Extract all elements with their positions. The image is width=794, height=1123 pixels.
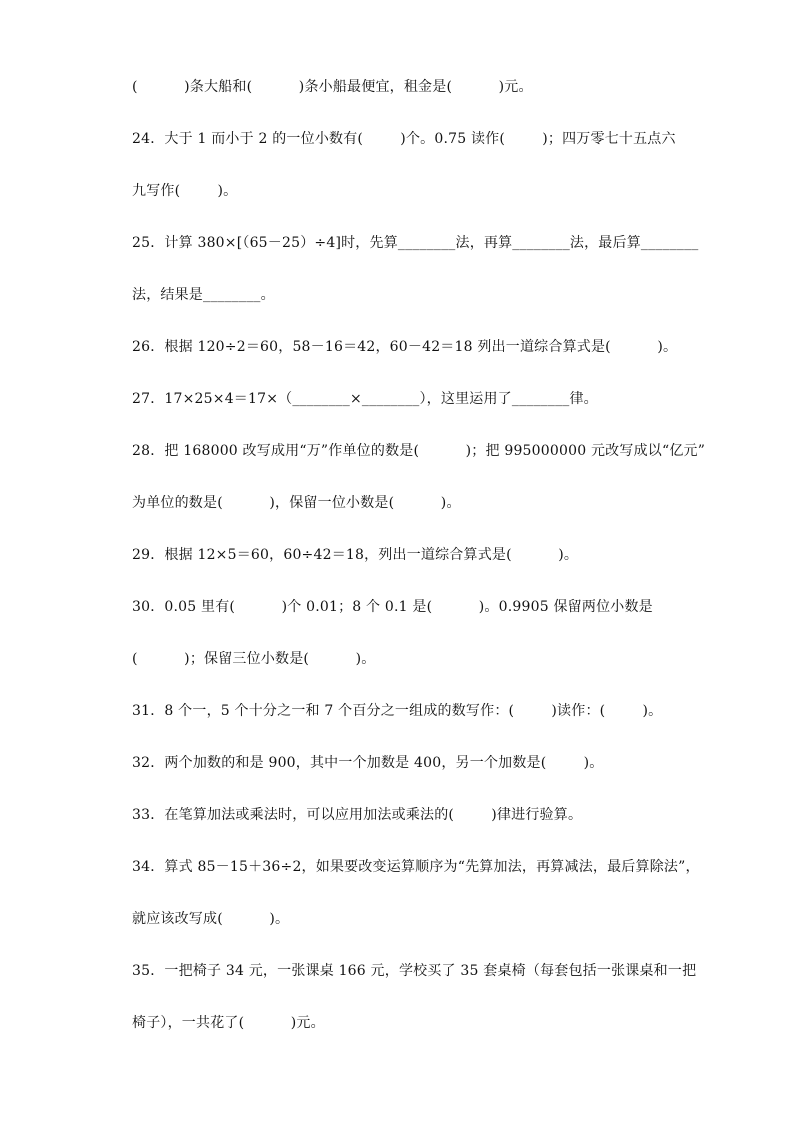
question-30: 30．0.05 里有( )个 0.01；8 个 0.1 是( )。0.9905 保留两位小数是 (132, 599, 653, 615)
question-25-continuation: 法，结果是________。 (132, 287, 275, 303)
question-24-continuation: 九写作( )。 (132, 183, 238, 199)
question-25: 25．计算 380×[（65－25）÷4]时，先算________法，再算________法，最后算________ (132, 235, 699, 251)
question-26: 26．根据 120÷2＝60，58－16＝42，60－42＝18 列出一道综合算式是( )。 (132, 339, 678, 355)
question-35-continuation: 椅子），一共花了( )元。 (132, 1015, 325, 1031)
question-32: 32．两个加数的和是 900，其中一个加数是 400，另一个加数是( )。 (132, 755, 604, 771)
question-30-continuation: ( )；保留三位小数是( )。 (132, 651, 376, 667)
question-24: 24．大于 1 而小于 2 的一位小数有( )个。0.75 读作( )；四万零七十五点六 (132, 131, 676, 147)
question-35: 35．一把椅子 34 元，一张课桌 166 元，学校买了 35 套桌椅（每套包括一张课桌和一把 (132, 963, 697, 979)
question-28: 28．把 168000 改写成用“万”作单位的数是( )；把 995000000 元改写成以“亿元” (132, 443, 706, 459)
question-31: 31．8 个一，5 个十分之一和 7 个百分之一组成的数写作：( )读作：( )。 (132, 703, 663, 719)
question-34-continuation: 就应该改写成( )。 (132, 911, 290, 927)
question-23-continuation: ( )条大船和( )条小船最便宜，租金是( )元。 (132, 79, 533, 95)
question-27: 27．17×25×4＝17×（________×________），这里运用了________律。 (132, 391, 598, 407)
question-34: 34．算式 85－15＋36÷2，如果要改变运算顺序为“先算加法，再算减法，最后算除法”， (132, 859, 700, 875)
question-29: 29．根据 12×5＝60，60÷42＝18，列出一道综合算式是( )。 (132, 547, 579, 563)
question-33: 33．在笔算加法或乘法时，可以应用加法或乘法的( )律进行验算。 (132, 807, 583, 823)
question-28-continuation: 为单位的数是( )，保留一位小数是( )。 (132, 495, 461, 511)
